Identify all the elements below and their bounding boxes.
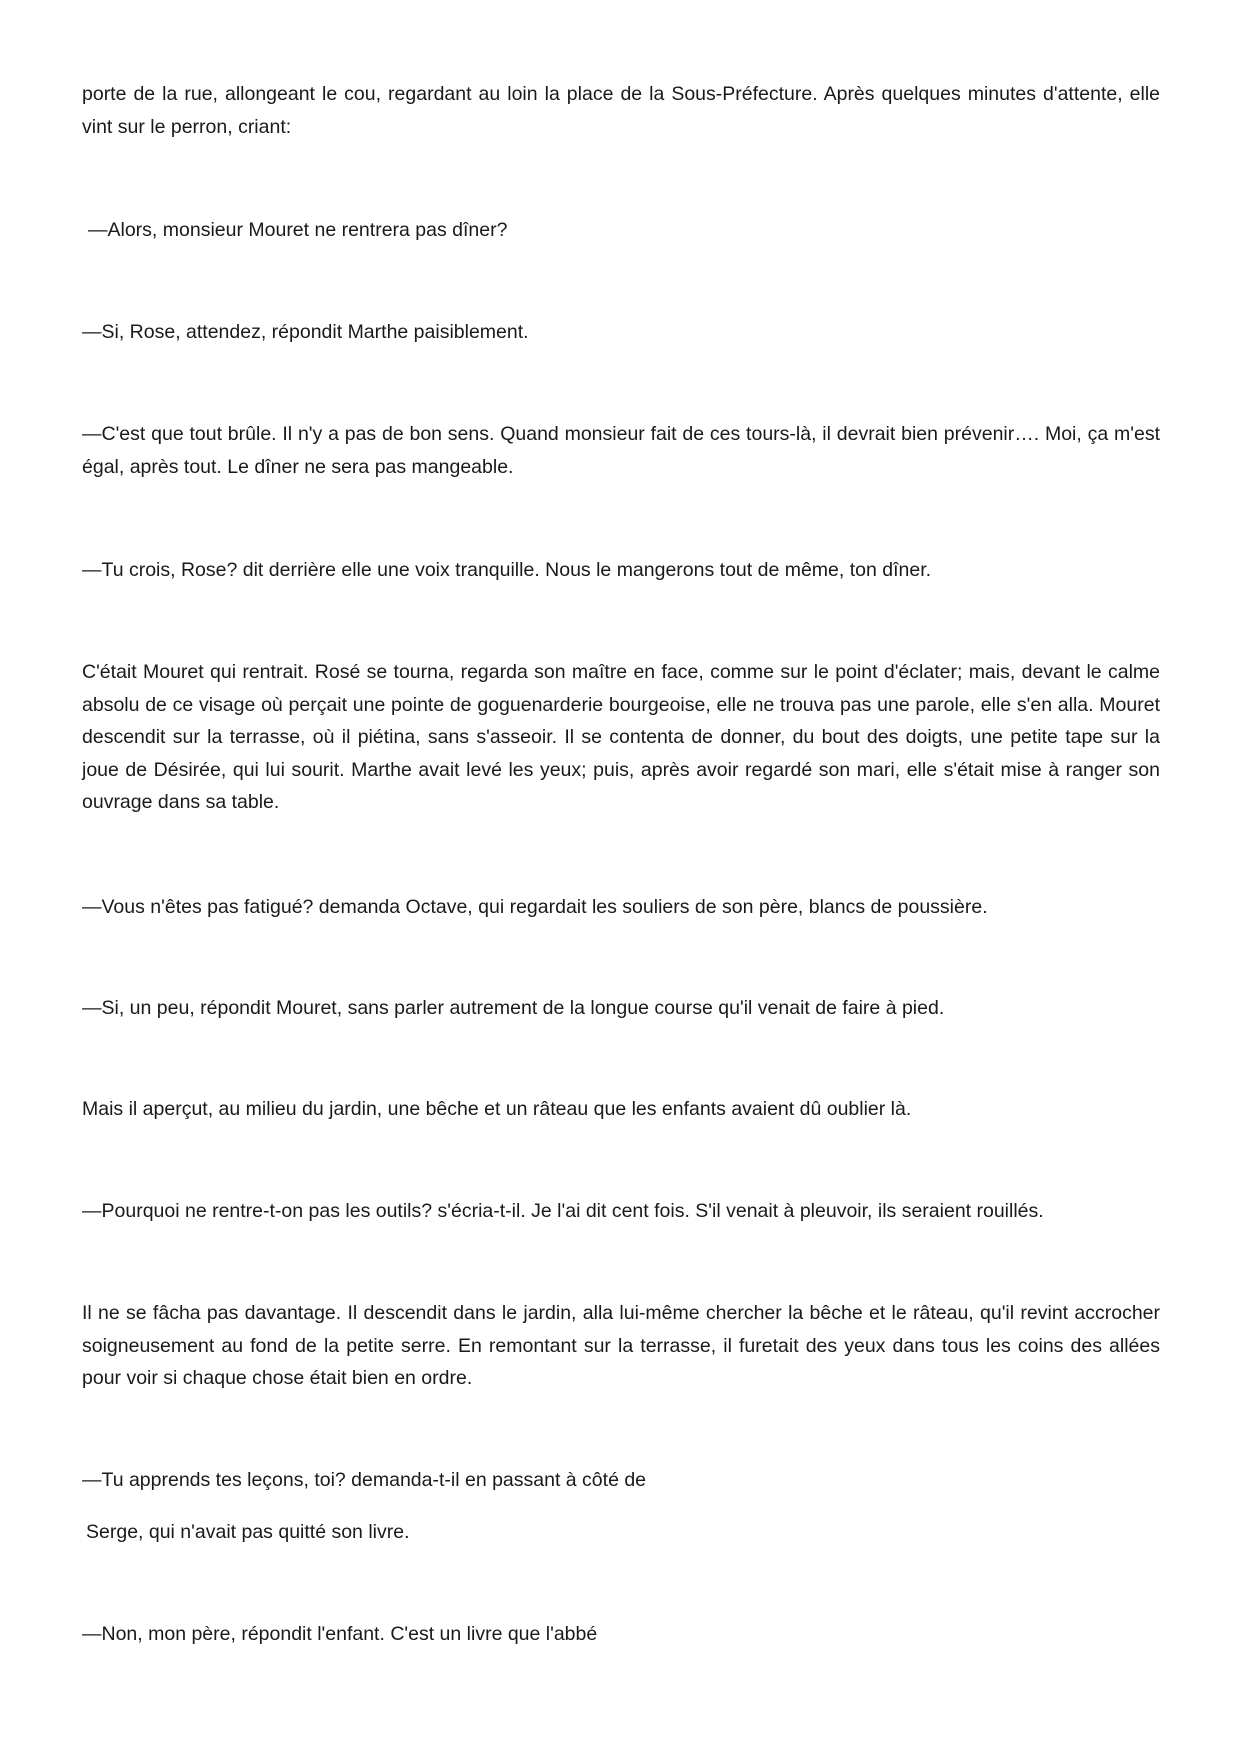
paragraph-9: Mais il aperçut, au milieu du jardin, une bêche et un râteau que les enfants avaient dû oublier là.	[82, 1098, 912, 1120]
paragraph-14: —Non, mon père, répondit l'enfant. C'est un livre que l'abbé	[82, 1623, 598, 1645]
paragraph-2: —Alors, monsieur Mouret ne rentrera pas dîner?	[88, 219, 508, 241]
paragraph-12: —Tu apprends tes leçons, toi? demanda-t-il en passant à côté de	[82, 1469, 647, 1491]
paragraph-4: —C'est que tout brûle. Il n'y a pas de bon sens. Quand monsieur fait de ces tours-là, il devrait bien prévenir…. Moi, ça m'est égal, après tout. Le dîner ne sera pas mangeable.	[82, 423, 1160, 478]
paragraph-7: —Vous n'êtes pas fatigué? demanda Octave, qui regardait les souliers de son père, blancs de poussière.	[82, 896, 988, 918]
paragraph-6: C'était Mouret qui rentrait. Rosé se tourna, regarda son maître en face, comme sur le point d'éclater; mais, devant le calme absolu de ce visage où perçait une pointe de goguenarderie bourgeoise, elle ne trouva pas une parole, elle s'en alla. Mouret descendit sur la terrasse, où il piétina, sans s'asseoir. Il se contenta de donner, du bout des doigts, une petite tape sur la joue de Désirée, qui lui sourit. Marthe avait levé les yeux; puis, après avoir regardé son mari, elle s'était mise à ranger son ouvrage dans sa table.	[82, 661, 1160, 813]
paragraph-13: Serge, qui n'avait pas quitté son livre.	[86, 1521, 410, 1543]
paragraph-8: —Si, un peu, répondit Mouret, sans parler autrement de la longue course qu'il venait de faire à pied.	[82, 997, 945, 1019]
paragraph-11: Il ne se fâcha pas davantage. Il descendit dans le jardin, alla lui-même chercher la bêche et le râteau, qu'il revint accrocher soigneusement au fond de la petite serre. En remontant sur la terrasse, il furetait des yeux dans tous les coins des allées pour voir si chaque chose était bien en ordre.	[82, 1302, 1160, 1389]
paragraph-3: —Si, Rose, attendez, répondit Marthe paisiblement.	[82, 321, 529, 343]
paragraph-1: porte de la rue, allongeant le cou, regardant au loin la place de la Sous-Préfecture. Après quelques minutes d'attente, elle vint sur le perron, criant:	[82, 83, 1160, 138]
paragraph-10: —Pourquoi ne rentre-t-on pas les outils? s'écria-t-il. Je l'ai dit cent fois. S'il venait à pleuvoir, ils seraient rouillés.	[82, 1200, 1044, 1222]
paragraph-5: —Tu crois, Rose? dit derrière elle une voix tranquille. Nous le mangerons tout de même, ton dîner.	[82, 559, 932, 581]
